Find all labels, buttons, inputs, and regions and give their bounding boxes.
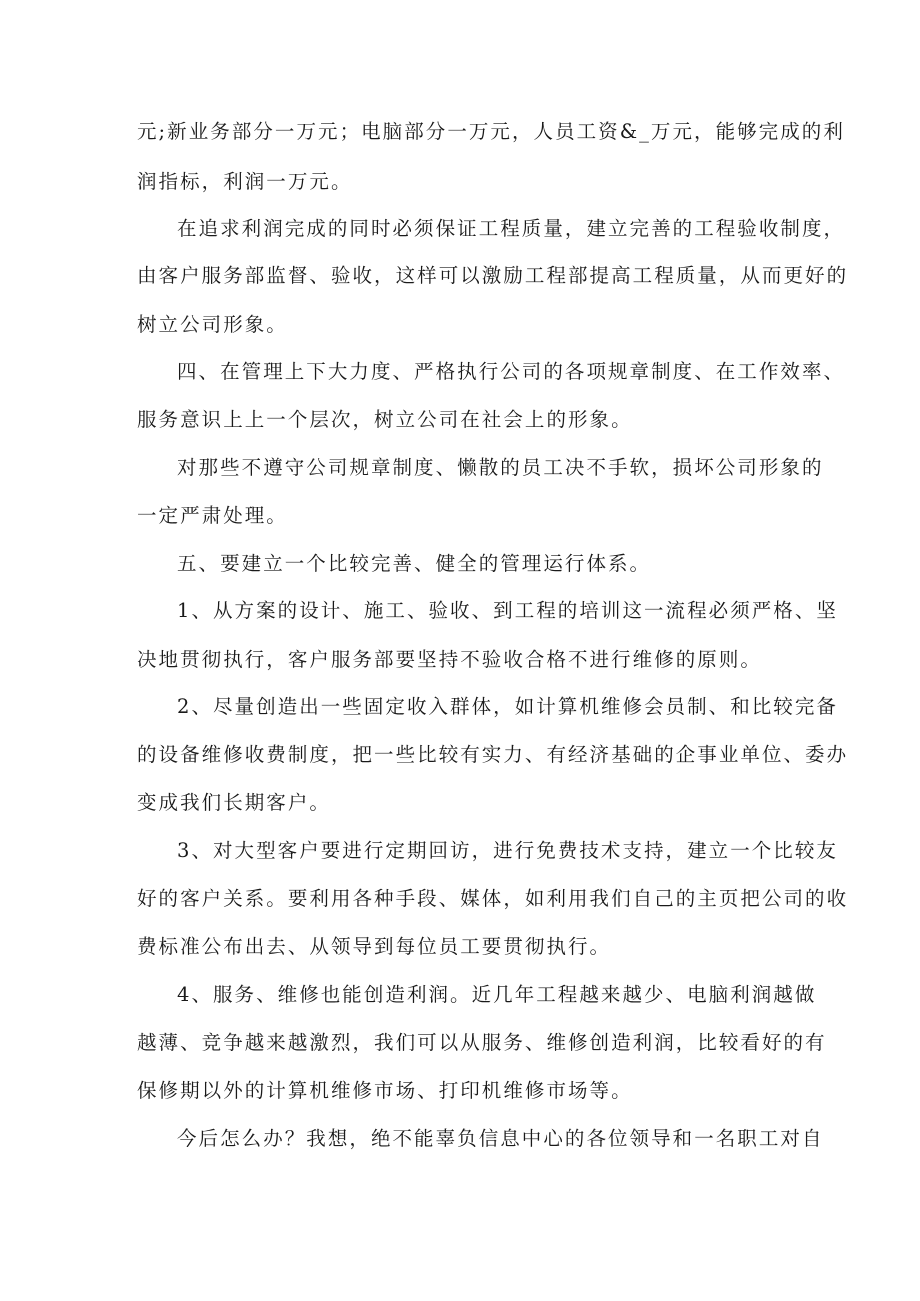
paragraph-7-line-1: 2、尽量创造出一些固定收入群体，如计算机维修会员制、和比较完备 [177,695,838,718]
paragraph-10-line-1: 今后怎么办？我想，绝不能辜负信息中心的各位领导和一名职工对自 [177,1127,824,1150]
paragraph-1-line-1: 元;新业务部分一万元；电脑部分一万元，人员工资&_万元，能够完成的利 [137,120,845,143]
paragraph-7-line-3: 变成我们长期客户。 [137,791,331,814]
paragraph-9-line-2: 越薄、竞争越来越激烈，我们可以从服务、维修创造利润，比较看好的有 [137,1031,827,1054]
paragraph-8-line-3: 费标准公布出去、从领导到每位员工要贯彻执行。 [137,935,612,958]
paragraph-5-line-1: 五、要建立一个比较完善、健全的管理运行体系。 [177,552,652,575]
paragraph-1-line-2: 润指标，利润一万元。 [137,170,353,193]
paragraph-9-line-1: 4、服务、维修也能创造利润。近几年工程越来越少、电脑利润越做 [177,983,817,1006]
paragraph-8-line-2: 好的客户关系。要利用各种手段、媒体，如利用我们自己的主页把公司的收 [137,887,849,910]
paragraph-6-line-1: 1、从方案的设计、施工、验收、到工程的培训这一流程必须严格、坚 [177,599,838,622]
paragraph-8-line-1: 3、对大型客户要进行定期回访，进行免费技术支持，建立一个比较友 [177,839,838,862]
paragraph-7-line-2: 的设备维修收费制度，把一些比较有实力、有经济基础的企事业单位、委办 [137,743,849,766]
paragraph-2-line-1: 在追求利润完成的同时必须保证工程质量，建立完善的工程验收制度， [177,217,846,240]
paragraph-9-line-3: 保修期以外的计算机维修市场、打印机维修市场等。 [137,1079,633,1102]
paragraph-4-line-1: 对那些不遵守公司规章制度、懒散的员工决不手软，损坏公司形象的 [177,456,824,479]
paragraph-2-line-2: 由客户服务部监督、验收，这样可以激励工程部提高工程质量，从而更好的 [137,264,849,287]
paragraph-6-line-2: 决地贯彻执行，客户服务部要坚持不验收合格不进行维修的原则。 [137,648,762,671]
paragraph-2-line-3: 树立公司形象。 [137,313,288,336]
paragraph-3-line-1: 四、在管理上下大力度、严格执行公司的各项规章制度、在工作效率、 [177,360,846,383]
paragraph-4-line-2: 一定严肃处理。 [137,504,288,527]
paragraph-3-line-2: 服务意识上上一个层次，树立公司在社会上的形象。 [137,408,633,431]
